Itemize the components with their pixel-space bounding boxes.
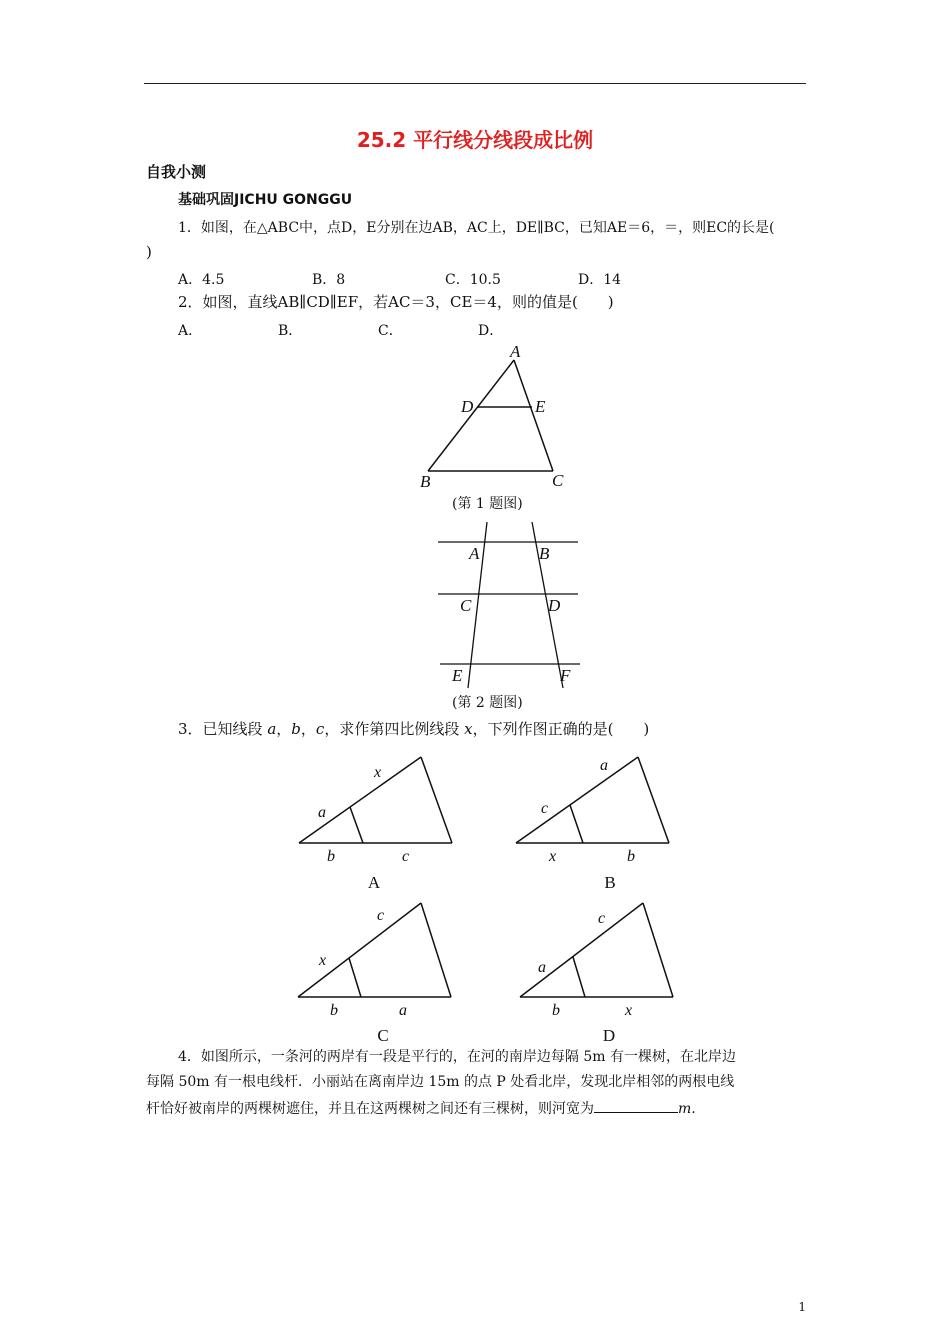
q3a-label-b1: b (327, 848, 335, 865)
q3b-label-b1: x (549, 848, 557, 865)
figure-1-triangle (410, 340, 580, 495)
q3c-label-b2: a (399, 1002, 407, 1019)
q3d-label-top: c (598, 910, 606, 927)
q4-line-3 (146, 1097, 696, 1119)
q2-stem: 2．如图，直线AB∥CD∥EF，若AC＝3，CE＝4，则的值是( ) (178, 293, 614, 311)
q3b-parallel-segment (570, 805, 583, 843)
q2-option-a: A． (178, 323, 203, 339)
q3a-label-b2: c (402, 848, 410, 865)
q2-option-c: C． (378, 323, 403, 339)
q3c-label-top: c (377, 907, 385, 924)
q3-var-a: a (267, 720, 277, 738)
q3c-caption: C (377, 1026, 389, 1045)
q3-stem (178, 719, 649, 739)
q3-figure-a (296, 750, 462, 895)
q3b-caption: B (604, 873, 616, 892)
q3c-label-left: x (319, 952, 327, 969)
q4-line-3-text: 杆恰好被南岸的两棵树遮住，并且在这两棵树之间还有三棵树，则河宽为 (146, 1101, 594, 1117)
q3b-label-left: c (541, 800, 549, 817)
q3c-label-b1: b (330, 1002, 338, 1019)
q1-option-a: A．4.5 (178, 272, 225, 288)
q1-option-b: B．8 (312, 272, 346, 288)
fig1-label-d: D (461, 397, 474, 416)
q3a-right-side (421, 757, 452, 843)
q3-stem-part: 3．已知线段 (178, 720, 268, 738)
q3b-right-side (638, 757, 669, 843)
q3a-caption: A (367, 873, 381, 892)
q4-line-1: 4．如图所示，一条河的两岸有一段是平行的，在河的南岸边每隔 5m 有一棵树，在北岸边 (178, 1049, 736, 1065)
fig1-label-b: B (420, 472, 431, 491)
fig2-label-d: D (548, 596, 561, 615)
q3-figure-d (517, 895, 683, 1045)
q2-option-b: B． (278, 323, 303, 339)
q4-line-2: 每隔 50m 有一根电线杆．小丽站在离南岸边 15m 的点 P 处看北岸，发现北岸相邻的两根电线 (146, 1074, 735, 1090)
q3-var-b: b (291, 720, 301, 738)
page-number: 1 (798, 1300, 806, 1314)
figure-2-parallel-lines (430, 522, 590, 692)
figure-1-caption: (第 1 题图) (452, 496, 523, 512)
q3-stem-part: ，求作第四比例线段 (324, 720, 465, 738)
fig1-label-e: E (535, 397, 546, 416)
q3b-label-top: a (600, 757, 608, 774)
q4-answer-blank (594, 1097, 678, 1113)
header-rule (144, 83, 806, 84)
q3d-right-side (643, 903, 673, 997)
fig2-label-b: B (539, 544, 550, 563)
fig1-label-c: C (552, 471, 564, 490)
q3-stem-part: ， (300, 720, 316, 738)
section-heading: 自我小测 (146, 163, 207, 181)
q3a-parallel-segment (350, 807, 363, 843)
q3c-parallel-segment (349, 958, 361, 997)
q1-option-d: D．14 (578, 272, 622, 288)
q3c-hypotenuse (298, 903, 421, 997)
q1-stem-end: ) (146, 243, 152, 261)
q3d-parallel-segment (573, 957, 585, 997)
fig2-label-f: F (560, 666, 571, 685)
fig2-label-e: E (452, 666, 463, 685)
subsection-heading: 基础巩固JICHU GONGGU (178, 192, 353, 208)
fig2-label-a: A (469, 544, 480, 563)
q3d-label-b2: x (625, 1002, 633, 1019)
q3-figure-b (513, 750, 679, 895)
fig1-label-a: A (510, 342, 521, 361)
q3c-right-side (421, 903, 451, 997)
q3-stem-part: ，下列作图正确的是( ) (472, 720, 650, 738)
q3a-hypotenuse (299, 757, 421, 843)
q3d-caption: D (602, 1026, 616, 1045)
q1-stem: 1．如图，在△ABC中，点D，E分别在边AB，AC上，DE∥BC，已知AE＝6，＝，则EC的长是( (178, 220, 775, 236)
q3b-hypotenuse (516, 757, 638, 843)
q3-figure-c (295, 895, 461, 1045)
q3b-label-b2: b (627, 848, 635, 865)
q3-var-c: c (315, 720, 325, 738)
q3d-label-left: a (538, 959, 546, 976)
q3a-label-left: a (318, 804, 326, 821)
fig1-side-ac (514, 360, 553, 471)
fig2-label-c: C (460, 596, 472, 615)
q3-stem-part: ， (276, 720, 292, 738)
figure-2-caption: (第 2 题图) (452, 695, 523, 711)
q3-var-x: x (464, 720, 473, 738)
q3d-label-b1: b (552, 1002, 560, 1019)
q4-unit: m. (678, 1101, 696, 1117)
q2-option-d: D． (478, 323, 504, 339)
q3a-label-top: x (374, 764, 382, 781)
page-title: 25.2 平行线分线段成比例 (356, 128, 594, 152)
q1-option-c: C．10.5 (445, 272, 501, 288)
